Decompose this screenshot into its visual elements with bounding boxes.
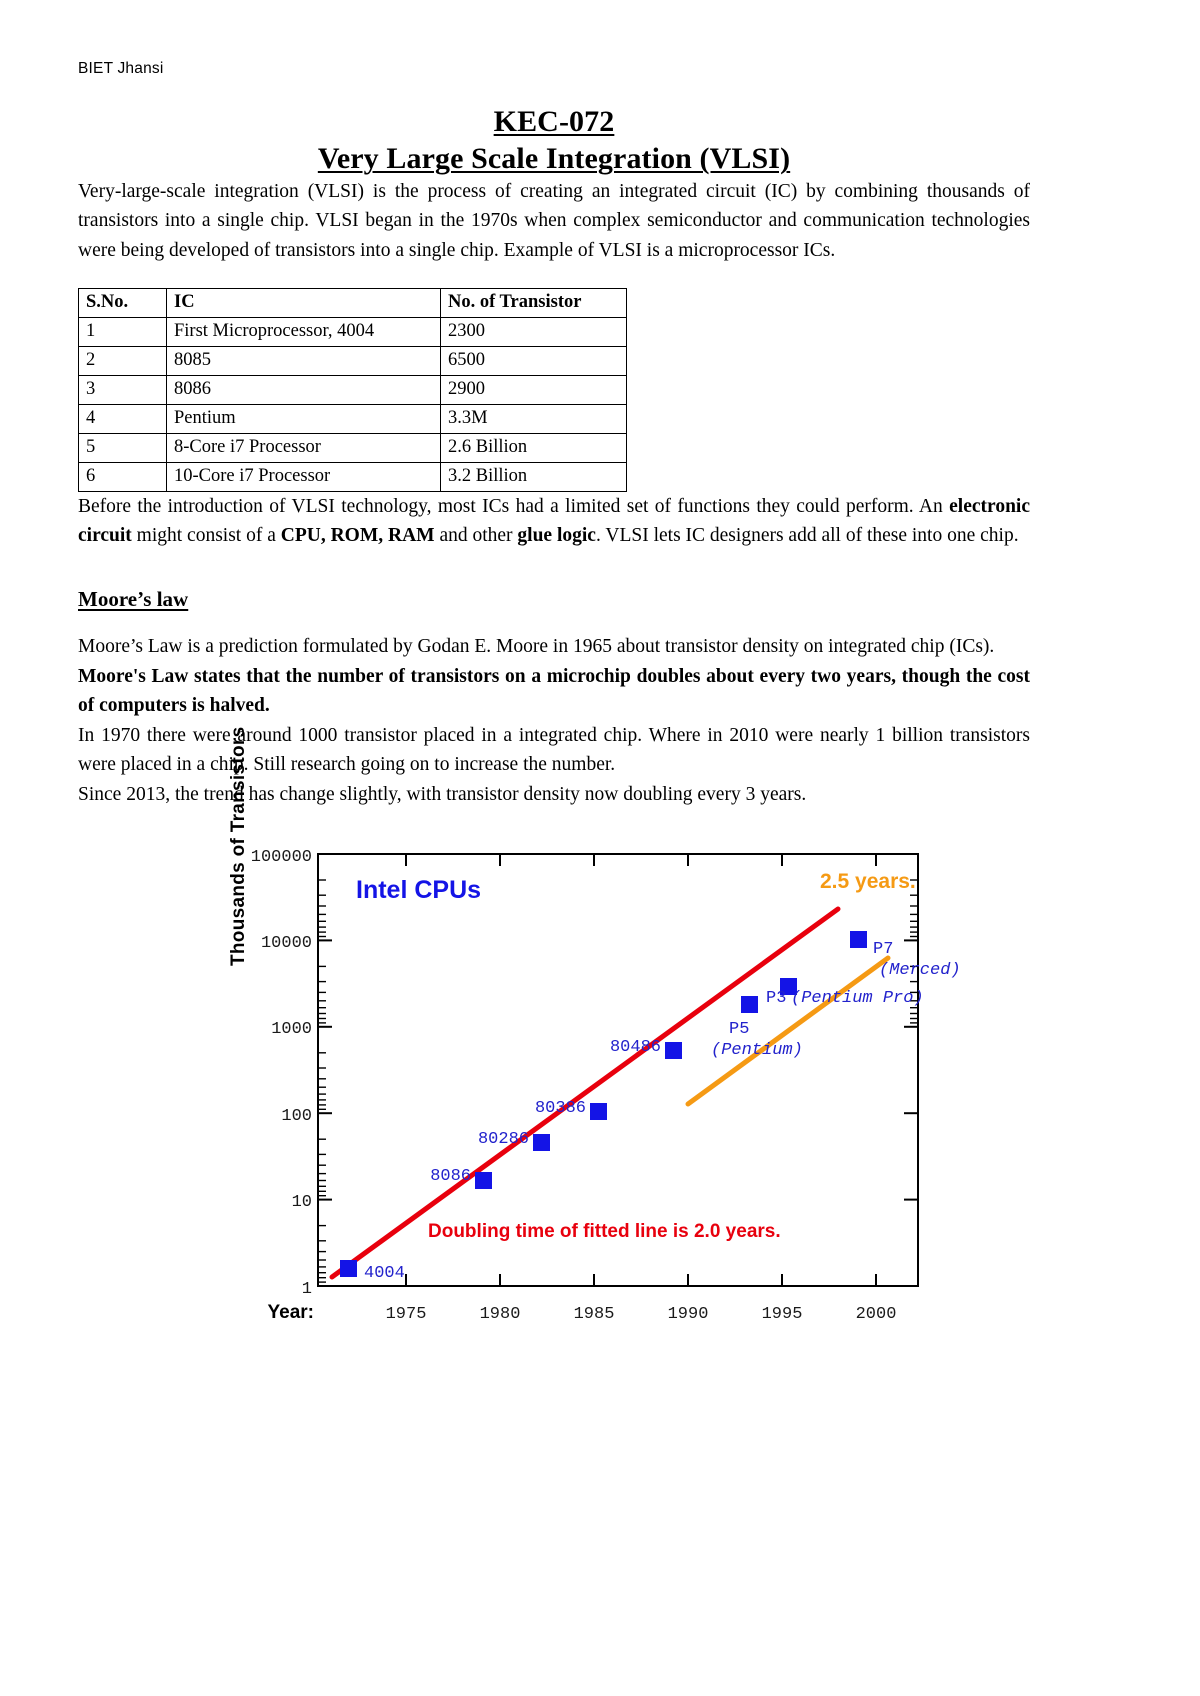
point-label-p7: P7 xyxy=(873,939,894,959)
y-tick-label: 10000 xyxy=(260,933,312,953)
cell-ic: 8085 xyxy=(167,346,441,375)
data-point-marker xyxy=(475,1172,492,1189)
y-tick-label: 1 xyxy=(301,1279,312,1299)
text-segment: Before the introduction of VLSI technology, most ICs had a limited set of functions they could perform. An xyxy=(78,495,950,517)
table-header-row xyxy=(79,288,627,317)
ic-transistor-table xyxy=(78,288,627,492)
x-axis-label: Year: xyxy=(267,1301,314,1323)
chart-x-tick-labels xyxy=(268,1302,897,1324)
cell-sno: 3 xyxy=(79,375,167,404)
table-row xyxy=(79,404,627,433)
y-tick-label: 100 xyxy=(281,1106,312,1126)
cell-transistor: 2.6 Billion xyxy=(441,433,627,462)
x-tick-label: 1980 xyxy=(479,1304,521,1324)
cell-ic: Pentium xyxy=(167,404,441,433)
moores-law-trend: Since 2013, the trend has change slightly, with transistor density now doubling every 3 years. xyxy=(78,784,807,806)
table-row xyxy=(79,433,627,462)
table-header-ic: IC xyxy=(167,288,441,317)
text-segment: . VLSI lets IC designers add all of these into one chip. xyxy=(595,525,1019,547)
cell-transistor: 3.3M xyxy=(441,404,627,433)
x-tick-label: 1990 xyxy=(667,1304,709,1324)
chart-y-axis-label: Thousands of Transistors xyxy=(228,726,249,966)
cell-transistor: 2900 xyxy=(441,375,627,404)
table-header-sno: S.No. xyxy=(79,288,167,317)
cell-ic: First Microprocessor, 4004 xyxy=(167,317,441,346)
data-point-marker xyxy=(590,1103,607,1120)
x-tick-label: 1995 xyxy=(761,1304,803,1324)
text-segment: and other xyxy=(434,525,518,547)
data-point-marker xyxy=(533,1134,550,1151)
table-row xyxy=(79,462,627,491)
moores-law-definition: Moore’s Law is a prediction formulated by Godan E. Moore in 1965 about transistor density on integrated chip (ICs). xyxy=(78,635,995,657)
table-header-transistor: No. of Transistor xyxy=(441,288,627,317)
table-row xyxy=(79,317,627,346)
cell-transistor: 3.2 Billion xyxy=(441,462,627,491)
chart-svg xyxy=(228,836,1018,1336)
point-label-80486: 80486 xyxy=(609,1037,661,1057)
bold-electronic-circuit: electronic circuit xyxy=(78,495,1030,547)
document-content xyxy=(78,60,1030,1336)
moores-law-section xyxy=(78,551,1030,632)
x-tick-label: 2000 xyxy=(855,1304,897,1324)
data-point-marker xyxy=(665,1042,682,1059)
cell-sno: 6 xyxy=(79,462,167,491)
point-sublabel-p3: (Pentium Pro) xyxy=(791,988,924,1008)
subject-title xyxy=(78,141,1030,176)
course-code-title xyxy=(78,104,1030,139)
table-row xyxy=(79,375,627,404)
point-sublabel-p7: (Merced) xyxy=(879,960,961,980)
y-tick-label: 100000 xyxy=(250,847,312,867)
x-tick-label: 1985 xyxy=(573,1304,615,1324)
chart-title: Intel CPUs xyxy=(356,875,482,904)
cell-sno: 4 xyxy=(79,404,167,433)
y-tick-label: 1000 xyxy=(271,1019,312,1039)
point-label-p5: P5 xyxy=(729,1019,750,1039)
point-label-80386: 80386 xyxy=(534,1098,586,1118)
y-tick-label: 10 xyxy=(291,1192,312,1212)
bold-cpu-rom-ram: CPU, ROM, RAM xyxy=(280,525,435,547)
bold-glue-logic: glue logic xyxy=(517,525,596,547)
page-title xyxy=(78,104,1030,177)
moores-law-history: In 1970 there were around 1000 transistor placed in a integrated chip. Where in 2010 were nearly 1 billion transistors were placed in a chip. Still research going on to increase the number. xyxy=(78,724,1030,776)
text-segment: might consist of a xyxy=(131,525,281,547)
point-label-80286: 80286 xyxy=(477,1129,529,1149)
annotation-doubling-time: Doubling time of fitted line is 2.0 years. xyxy=(428,1220,781,1242)
cell-sno: 5 xyxy=(79,433,167,462)
data-point-marker xyxy=(741,996,758,1013)
table-row xyxy=(79,346,627,375)
institution-header: BIET Jhansi xyxy=(78,60,164,77)
vlsi-benefit-paragraph xyxy=(78,492,1030,551)
cell-ic: 10-Core i7 Processor xyxy=(167,462,441,491)
moores-law-heading: Moore’s law xyxy=(78,586,189,611)
chart-y-tick-labels xyxy=(251,848,312,1299)
moores-law-statement: Moore's Law states that the number of transistors on a microchip doubles about every two years, though the cost of computers is halved. xyxy=(78,665,1030,717)
cell-sno: 1 xyxy=(79,317,167,346)
chart-canvas xyxy=(228,836,1018,1336)
data-point-marker xyxy=(340,1260,357,1277)
intro-paragraph: Very-large-scale integration (VLSI) is the process of creating an integrated circuit (IC) by combining thousands of transistors into a single chip. VLSI began in the 1970s when complex semiconductor and communication technologies were being developed of transistors into a single chip. Example of VLSI is a microprocessor ICs. xyxy=(78,180,1030,262)
cell-transistor: 6500 xyxy=(441,346,627,375)
cell-ic: 8-Core i7 Processor xyxy=(167,433,441,462)
annotation-25-years: 2.5 years. xyxy=(820,869,916,893)
cell-transistor: 2300 xyxy=(441,317,627,346)
subject-text: Very Large Scale Integration (VLSI) xyxy=(317,142,791,176)
data-point-marker xyxy=(850,931,867,948)
course-code-text: KEC-072 xyxy=(493,105,615,138)
cell-sno: 2 xyxy=(79,346,167,375)
cell-ic: 8086 xyxy=(167,375,441,404)
x-tick-label: 1975 xyxy=(385,1304,427,1324)
point-label-p3: P3 xyxy=(766,988,787,1008)
point-label-8086: 8086 xyxy=(430,1166,471,1186)
point-label-4004: 4004 xyxy=(364,1263,405,1283)
point-sublabel-p5: (Pentium) xyxy=(711,1040,803,1060)
